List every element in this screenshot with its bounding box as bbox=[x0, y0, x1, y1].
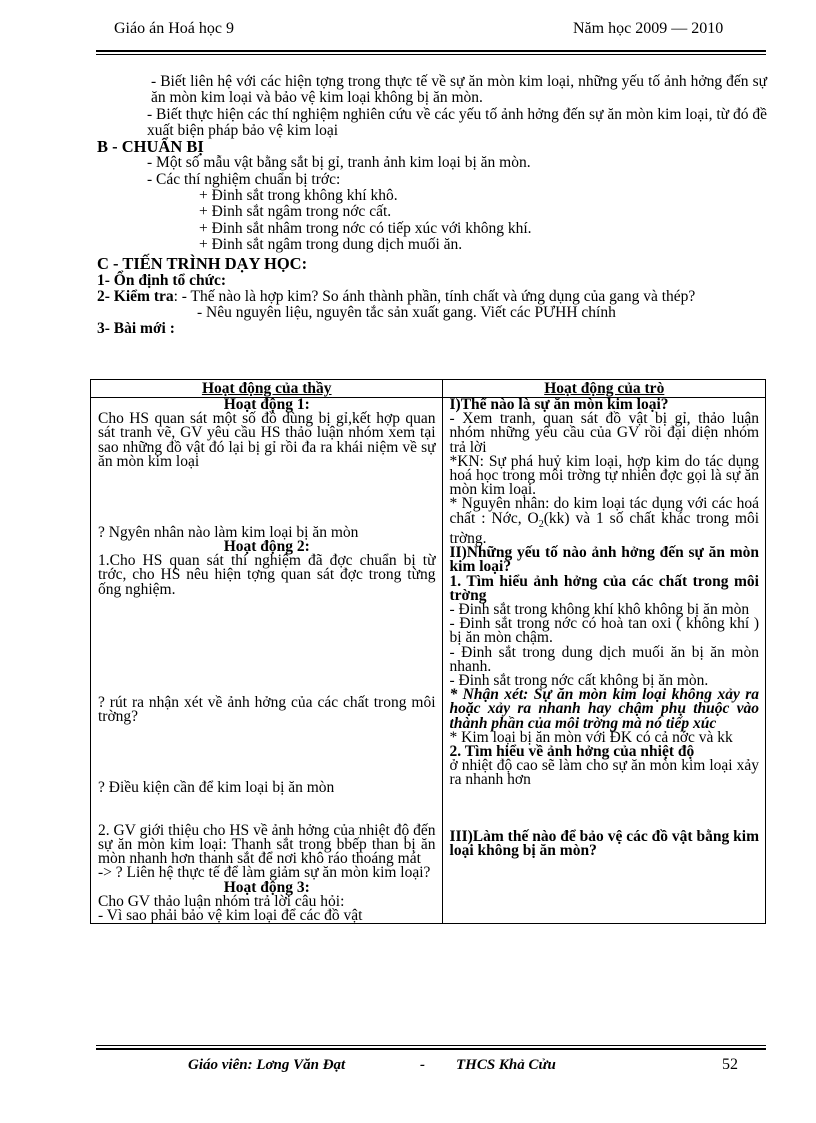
step-2-text: : - Thế nào là hợp kim? So ánh thành phần, tính chất và ứng dụng của gang và thép? bbox=[173, 287, 696, 305]
section-3-title: III)Làm thế nào để bảo vệ các đồ vật bằng kim loại không bị ăn mòn? bbox=[449, 828, 759, 860]
section-2-conclusion: * Nhận xét: Sự ăn mòn kim loại không xảy ra hoặc xảy ra nhanh hay chậm phụ thuộc vào thành phần của môi trờng mà nó tiếp xúc bbox=[449, 686, 759, 732]
header-rule bbox=[96, 50, 766, 52]
header-title: Giáo án Hoá học 9 bbox=[114, 20, 234, 37]
footer-rule bbox=[96, 1048, 766, 1050]
col-student-header: Hoạt động của trò bbox=[442, 380, 765, 398]
activity-2-question-1: ? rút ra nhận xét về ảnh hởng của các chất trong môi trờng? bbox=[98, 694, 436, 726]
activity-1-question: ? Ngyên nhân nào làm kim loại bị ăn mòn bbox=[98, 523, 359, 541]
activity-3-text: Cho GV thảo luận nhóm trả lời câu hỏi: bbox=[98, 892, 345, 910]
observation-1: - Đinh sắt trong không khí khô không bị ăn mòn bbox=[449, 600, 750, 618]
section-2-sub-1: 1. Tìm hiểu ảnh hởng của các chất trong môi trờng bbox=[449, 572, 759, 604]
section-1-cause: * Nguyên nhân: do kim loại tác dụng với các hoá chất : Nớc, $O_2(kk)$ và 1 số chất khác trong môi trờng. bbox=[449, 495, 759, 547]
activity-1-text: Cho HS quan sát một số đồ dùng bị gỉ,kết hợp quan sát tranh vẽ, GV yêu cầu HS thảo luận nhóm xem tại sao những đồ vật đó lại bị gỉ rồi đa ra khái niệm về sự ăn mòn kim loại bbox=[98, 410, 436, 470]
section-2-temperature: ở nhiệt độ cao sẽ làm cho sự ăn mòn kim loại xảy ra nhanh hơn bbox=[449, 757, 759, 789]
lesson-intro bbox=[97, 74, 767, 338]
prep-heading: B - CHUẨN BỊ bbox=[97, 137, 204, 157]
prep-item-1: - Một số mẫu vật bằng sắt bị gỉ, tranh ảnh kim loại bị ăn mòn. bbox=[147, 154, 531, 172]
col-teacher-header: Hoạt động của thầy bbox=[91, 380, 443, 398]
activity-3-question: - Vì sao phải bảo vệ kim loại để các đồ vật bbox=[98, 907, 363, 925]
experiment-3: + Đinh sắt nhâm trong nớc có tiếp xúc với không khí. bbox=[199, 219, 532, 237]
observation-3: - Đinh sắt trong dung dịch muối ăn bị ăn mòn nhanh. bbox=[449, 643, 759, 675]
experiment-1: + Đinh sắt trong không khí khô. bbox=[199, 187, 398, 205]
footer-dash: - bbox=[420, 1057, 425, 1073]
page-number: 52 bbox=[722, 1056, 738, 1073]
activity-1-title: Hoạt động 1: bbox=[223, 396, 310, 413]
header-rule-thin bbox=[96, 54, 766, 55]
process-step-2 bbox=[97, 289, 767, 305]
teacher-column bbox=[91, 398, 443, 924]
process-step-1: 1- Ổn định tổ chức: bbox=[97, 271, 227, 289]
activity-2-question-2: ? Điều kiện cần để kim loại bị ăn mòn bbox=[98, 779, 335, 797]
footer-teacher: Giáo viên: Lơng Văn Đạt bbox=[188, 1057, 346, 1073]
experiment-2: + Đinh sắt ngâm trong nớc cất. bbox=[199, 203, 392, 221]
activity-2-title: Hoạt động 2: bbox=[223, 537, 310, 555]
process-heading: C - TIẾN TRÌNH DẠY HỌC: bbox=[97, 254, 308, 274]
observation-2: - Đinh sắt trong nớc có hoà tan oxi ( không khí ) bị ăn mòn chậm. bbox=[449, 615, 759, 647]
experiment-4: + Đinh sắt ngâm trong dung dịch muối ăn. bbox=[199, 235, 463, 253]
prep-item-2: - Các thí nghiệm chuẩn bị trớc: bbox=[147, 170, 341, 188]
objective-2: - Biết thực hiện các thí nghiệm nghiên cứu về các yếu tố ảnh hởng đến sự ăn mòn kim loại, từ đó đề xuất biện pháp bảo vệ kim loại bbox=[147, 105, 767, 139]
section-2-sub-2: 2. Tìm hiểu về ảnh hởng của nhiệt độ bbox=[449, 742, 695, 760]
section-1-title: I)Thế nào là sự ăn mòn kim loại? bbox=[449, 396, 669, 413]
section-1-definition: *KN: Sự phá huỷ kim loại, hợp kim do tác dụng hoá học trong môi trờng tự nhiên đợc gọi là sự ăn mòn kim loại. bbox=[449, 452, 759, 499]
footer-rule-thin bbox=[96, 1045, 766, 1046]
footer-school: THCS Khả Cửu bbox=[456, 1057, 556, 1073]
activity-3-title: Hoạt động 3: bbox=[223, 878, 310, 896]
activity-2-text-2: 2. GV giới thiệu cho HS về ảnh hởng của nhiệt độ đến sự ăn mòn kim loại: Thanh sắt trong bbếp than bị ăn mòn nhanh hơn thanh sắt để nơi khô ráo thoáng mát bbox=[98, 821, 436, 868]
activity-table bbox=[90, 379, 766, 924]
step-2-label: 2- Kiểm tra bbox=[97, 287, 174, 305]
activity-2-text: 1.Cho HS quan sát thí nghiệm đã đợc chuẩn bị từ trớc, cho HS nêu hiện tợng quan sát đợc trong từng ống nghiệm. bbox=[98, 552, 436, 598]
student-column bbox=[442, 398, 765, 924]
activity-2-question-3: -> ? Liên hệ thực tế để làm giảm sự ăn mòn kim loại? bbox=[98, 864, 431, 882]
objective-1: - Biết liên hệ với các hiện tợng trong thực tế về sự ăn mòn kim loại, những yếu tố ảnh hởng đến sự ăn mòn kim loại và bảo vệ kim loại không bị ăn mòn. bbox=[151, 73, 767, 107]
header-school-year: Năm học 2009 — 2010 bbox=[573, 20, 724, 37]
process-step-2-sub: - Nêu nguyên liệu, nguyên tắc sản xuất gang. Viết các PƯHH chính bbox=[197, 304, 616, 322]
section-2-title: II)Những yếu tố nào ảnh hởng đến sự ăn mòn kim loại? bbox=[449, 544, 759, 576]
section-1-text: - Xem tranh, quan sát đồ vật bị gỉ, thảo luận nhóm những yêu cầu của GV rồi đại diện nhóm trả lời bbox=[449, 410, 759, 456]
section-2-condition: * Kim loại bị ăn mòn với ĐK có cả nớc và kk bbox=[449, 728, 733, 746]
process-step-3: 3- Bài mới : bbox=[97, 320, 175, 338]
observation-4: - Đinh sắt trong nớc cất không bị ăn mòn. bbox=[449, 671, 709, 689]
